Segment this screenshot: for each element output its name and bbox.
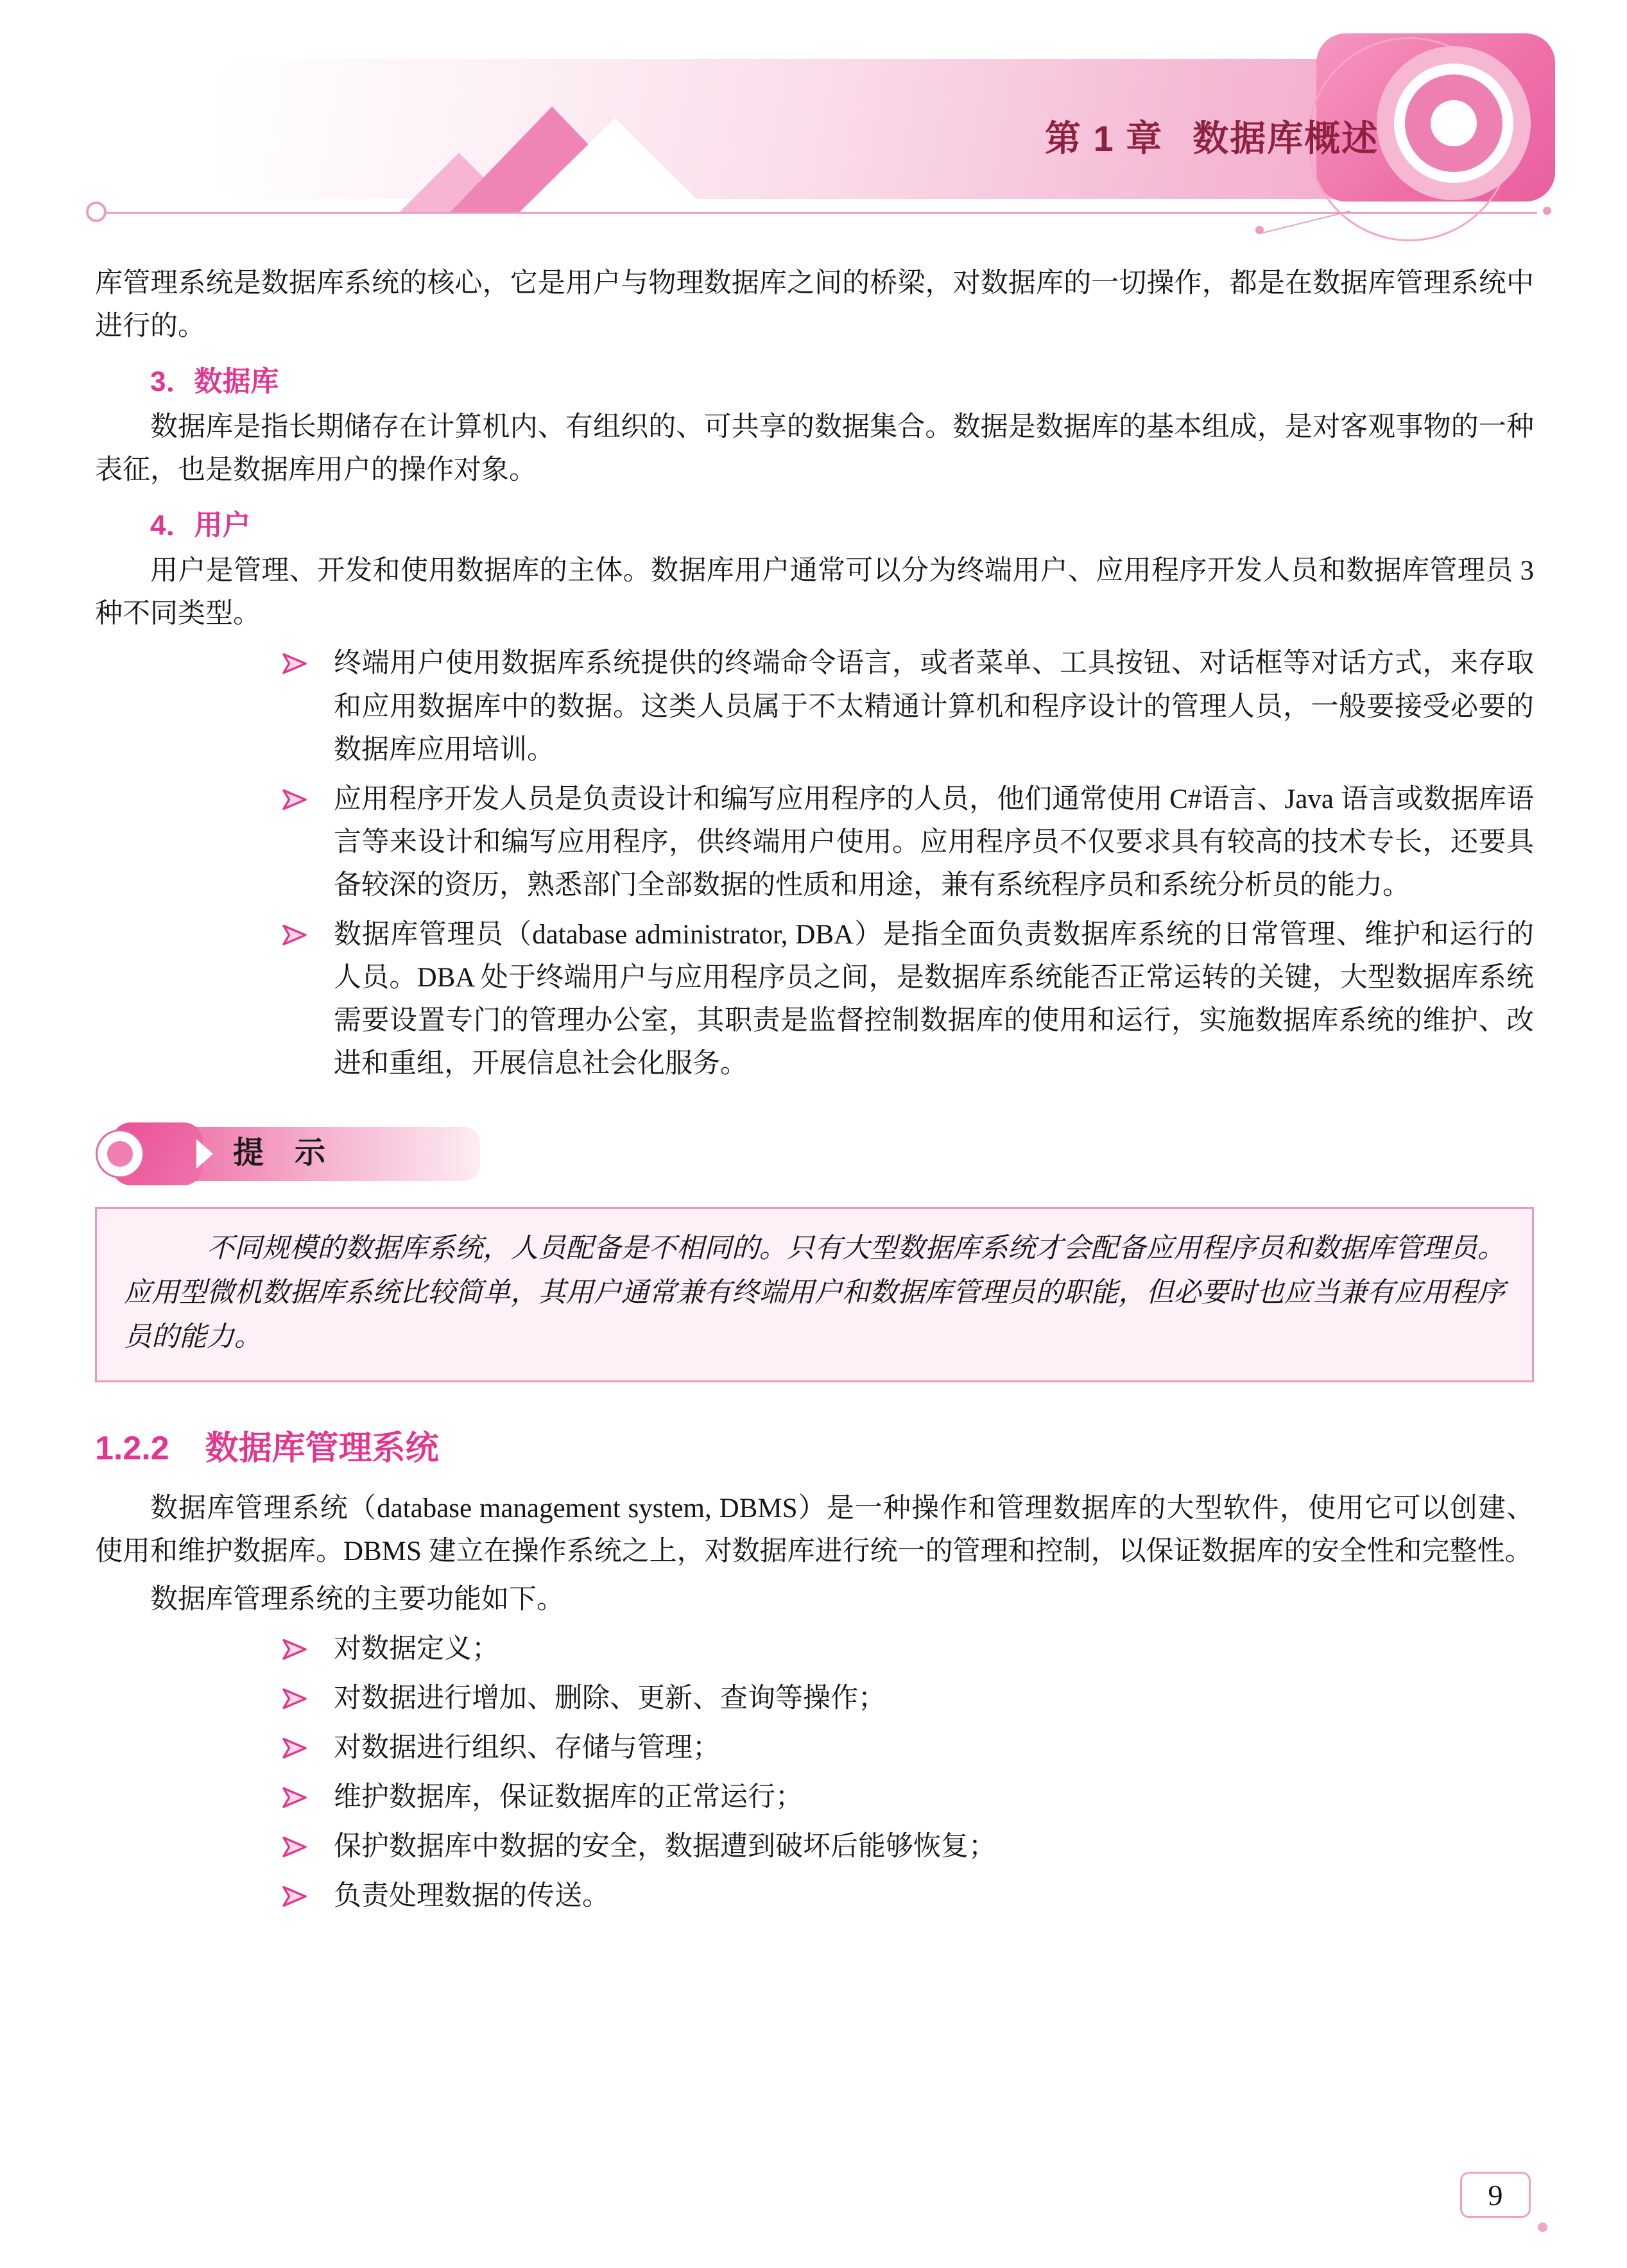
page-number bbox=[1460, 2172, 1531, 2218]
bullet-arrow-icon bbox=[281, 1883, 308, 1910]
paragraph-user: 用户是管理、开发和使用数据库的主体。数据库用户通常可以分为终端用户、应用程序开发人员和数据库管理员 3 种不同类型。 bbox=[95, 556, 1534, 630]
tip-callout bbox=[95, 1122, 480, 1185]
section-title: 数据库管理系统 bbox=[205, 1429, 439, 1467]
donut-ring-inner bbox=[1405, 74, 1502, 172]
list-item-text: 数据库管理员（database administrator, DBA）是指全面负责数据库系统的日常管理、维护和运行的人员。DBA 处于终端用户与应用程序员之间，是数据库系统能否正常运转的关键，大型数据库系统需要设置专门的管理办公室，其职责是监督控制数据库的使用和运行，实施数据库系统的维护、改进和重组，开展信息社会化服务。 bbox=[334, 919, 1534, 1079]
donut-ring-hole bbox=[1431, 100, 1477, 146]
list-item bbox=[95, 778, 1534, 907]
tip-label: 提 示 bbox=[233, 1136, 326, 1171]
bullet-arrow-icon bbox=[281, 922, 308, 949]
list-item-text: 维护数据库，保证数据库的正常运行； bbox=[334, 1782, 803, 1813]
paragraph-database: 数据库是指长期储存在计算机内、有组织的、可共享的数据集合。数据是数据库的基本组成，是对客观事物的一种表征，也是数据库用户的操作对象。 bbox=[95, 412, 1534, 486]
chapter-header bbox=[0, 0, 1627, 226]
bullet-arrow-icon bbox=[281, 1685, 308, 1712]
dbms-functions-list bbox=[95, 1628, 1534, 1918]
page-content bbox=[0, 262, 1627, 1918]
list-item-text: 对数据进行组织、存储与管理； bbox=[334, 1733, 720, 1764]
bullet-arrow-icon bbox=[281, 650, 308, 677]
circuit-line-decoration bbox=[1262, 210, 1350, 234]
list-item bbox=[95, 642, 1534, 771]
list-item-text: 保护数据库中数据的安全，数据遭到破坏后能够恢复； bbox=[334, 1832, 996, 1862]
list-item-text: 对数据定义； bbox=[334, 1633, 499, 1664]
page-number-text: 9 bbox=[1488, 2178, 1503, 2212]
page-number-dot-icon bbox=[1538, 2222, 1547, 2232]
heading-3-database: 3．数据库 bbox=[150, 366, 279, 398]
header-underline bbox=[104, 212, 1537, 214]
paragraph-continuation: 库管理系统是数据库系统的核心，它是用户与物理数据库之间的桥梁，对数据库的一切操作，都是在数据库管理系统中进行的。 bbox=[95, 268, 1534, 342]
list-item bbox=[95, 1726, 1534, 1769]
tip-text: 不同规模的数据库系统，人员配备是不相同的。只有大型数据库系统才会配备应用程序员和数据库管理员。应用型微机数据库系统比较简单，其用户通常兼有终端用户和数据库管理员的职能，但必要时也应当兼有应用程序员的能力。 bbox=[124, 1233, 1505, 1352]
list-item bbox=[95, 1776, 1534, 1819]
donut-ring-icon bbox=[1377, 46, 1531, 200]
tip-box bbox=[95, 1207, 1534, 1382]
user-types-list bbox=[95, 642, 1534, 1085]
bullet-arrow-icon bbox=[281, 1834, 308, 1860]
bullet-arrow-icon bbox=[281, 1636, 308, 1663]
paragraph-dbms-1: 数据库管理系统（database management system, DBMS）是一种操作和管理数据库的大型软件，使用它可以创建、使用和维护数据库。DBMS 建立在操作系统之上，对数据库进行统一的管理和控制，以保证数据库的安全性和完整性。 bbox=[95, 1493, 1534, 1567]
list-item bbox=[95, 913, 1534, 1085]
list-item-text: 对数据进行增加、删除、更新、查询等操作； bbox=[334, 1683, 886, 1714]
list-item-text: 终端用户使用数据库系统提供的终端命令语言，或者菜单、工具按钮、对话框等对话方式，来存取和应用数据库中的数据。这类人员属于不太精通计算机和程序设计的管理人员，一般要接受必要的数据库应用培训。 bbox=[334, 648, 1534, 765]
list-item bbox=[95, 1825, 1534, 1868]
chapter-title bbox=[1045, 110, 1379, 162]
circuit-dot-icon bbox=[1255, 226, 1264, 234]
list-item bbox=[95, 1677, 1534, 1720]
section-number: 1.2.2 bbox=[95, 1429, 169, 1467]
chapter-number: 第 1 章 bbox=[1045, 118, 1164, 159]
circuit-dot-icon bbox=[1543, 207, 1551, 215]
list-item bbox=[95, 1875, 1534, 1918]
list-item-text: 应用程序开发人员是负责设计和编写应用程序的人员，他们通常使用 C#语言、Java 语言或数据库语言等来设计和编写应用程序，供终端用户使用。应用程序员不仅要求具有较高的技术专长，还要具备较深的资历，熟悉部门全部数据的性质和用途，兼有系统程序员和系统分析员的能力。 bbox=[334, 784, 1534, 900]
list-item bbox=[95, 1628, 1534, 1671]
heading-4-user: 4．用户 bbox=[150, 510, 251, 542]
bullet-arrow-icon bbox=[281, 1784, 308, 1811]
donut-ring-middle bbox=[1394, 64, 1513, 183]
tip-notch-icon bbox=[196, 1139, 213, 1169]
bullet-arrow-icon bbox=[281, 786, 308, 813]
section-heading-1-2-2 bbox=[95, 1421, 1534, 1469]
tip-lens-icon bbox=[98, 1131, 142, 1176]
paragraph-dbms-2: 数据库管理系统的主要功能如下。 bbox=[150, 1584, 564, 1615]
underline-end-circle-icon bbox=[86, 202, 107, 222]
triangle-decoration-white bbox=[519, 118, 711, 213]
bullet-arrow-icon bbox=[281, 1735, 308, 1762]
chapter-name: 数据库概述 bbox=[1192, 118, 1379, 159]
list-item-text: 负责处理数据的传送。 bbox=[334, 1881, 610, 1912]
